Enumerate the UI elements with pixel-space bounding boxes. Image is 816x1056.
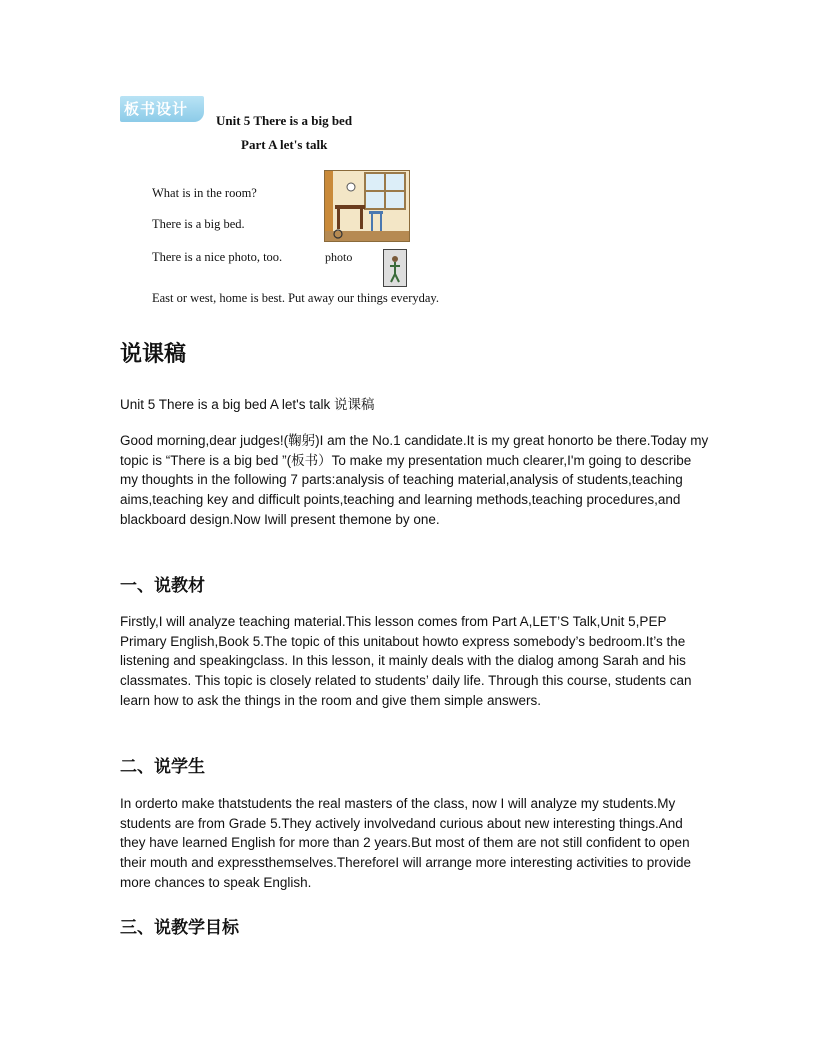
board-line-bed: There is a big bed. [152,217,245,231]
board-photo-label: photo [325,250,353,264]
section-title-material: 一、说教材 [120,576,205,596]
board-title: Unit 5 There is a big bed [216,113,353,128]
section-title-aims: 三、说教学目标 [120,918,239,938]
board-subtitle: Part A let's talk [241,137,328,152]
section-paragraph-material: Firstly,I will analyze teaching material.This lesson comes from Part A,LET’S Talk,Unit 5,PEP Primary English,Book 5.The topic of this unitabout howto express somebody’s bedroom.It’s the listening and speakingclass. In this lesson, it mainly deals with the dialog among Sarah and his classmates. This topic is closely related to students’ daily life. Through this course, students can learn how to ask the things in the room and give them simple answers. [120,614,692,708]
photo-illustration [383,249,407,287]
board-design-tag: 板书设计 [120,96,204,122]
page-title: 说课稿 [120,342,187,367]
board-line-question: What is in the room? [152,186,257,200]
room-illustration [324,170,410,242]
section-title-students: 二、说学生 [120,757,205,777]
section-paragraph-students: In orderto make thatstudents the real masters of the class, now I will analyze my students.My students are from Grade 5.They actively involvedand curious about new interesting things.And they have learned English for more than 2 years.But most of them are not still confident to open their mouth and expressthemselves.ThereforeI will arrange more interesting activities to provide more chances to speak English. [120,796,692,890]
board-line-photo: There is a nice photo, too. [152,250,283,264]
board-motto: East or west, home is best. Put away our things everyday. [152,291,439,305]
intro-paragraph: Good morning,dear judges!(鞠躬)I am the No.1 candidate.It is my great honorto be there.Today my topic is “There is a big bed ”(板书）To make my presentation much clearer,I'm going to describe my thoughts in the following 7 parts:analysis of teaching material,analysis of students,teaching aims,teaching key and difficult points,teaching and learning methods,teaching procedures,and blackboard design.Now Iwill present themone by one. [120,433,709,527]
intro-title: Unit 5 There is a big bed A let's talk 说课稿 [120,397,375,412]
